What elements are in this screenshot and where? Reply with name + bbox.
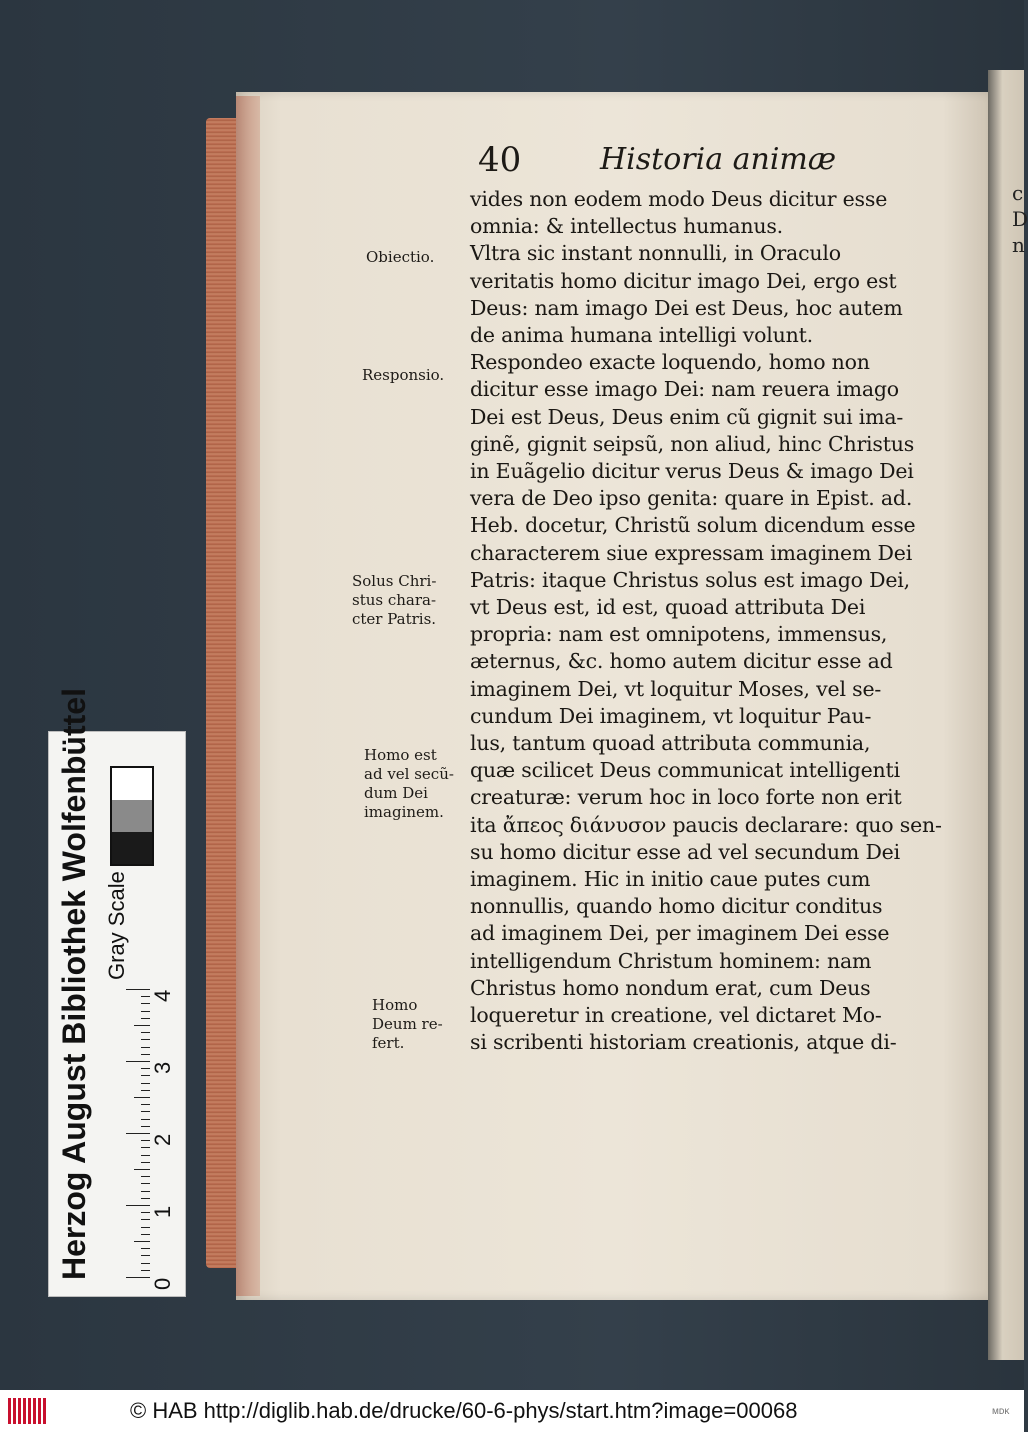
text-line: propria: nam est omnipotens, immensus,: [470, 622, 888, 647]
ruler-tick: [126, 1061, 150, 1062]
ruler-tick: [141, 1083, 150, 1084]
text-line: quæ scilicet Deus communicat intelligenti: [470, 758, 900, 783]
margin-note-responsio: Responsio.: [362, 366, 445, 384]
hab-logo-icon: [8, 1398, 48, 1424]
text-line: Dei est Deus, Deus enim cũ gignit sui ima-: [470, 404, 904, 429]
text-line: dicitur esse imago Dei: nam reuera imago: [470, 377, 899, 402]
ruler-tick: [141, 1011, 150, 1012]
margin-note-line: ad vel secũ-: [364, 765, 454, 783]
margin-note-homo-deum: [372, 996, 443, 1053]
gray-scale-label: Gray Scale: [104, 871, 129, 980]
text-line: vides non eodem modo Deus dicitur esse: [470, 187, 888, 211]
margin-note-line: cter Patris.: [352, 610, 437, 628]
ruler-tick: [141, 1270, 150, 1271]
gray-swatches: [110, 766, 154, 866]
text-line: ginẽ, gignit seipsũ, non aliud, hinc Christus: [470, 431, 915, 456]
ruler-tick: [141, 1032, 150, 1033]
ruler-tick: [141, 1248, 150, 1249]
ruler-tick: [141, 1162, 150, 1163]
footer-mark: ᴍᴅᴋ: [992, 1406, 1010, 1417]
ruler-tick: [141, 1183, 150, 1184]
ruler-tick: [141, 1104, 150, 1105]
ruler-tick: [126, 1277, 150, 1278]
margin-note-line: Solus Chri-: [352, 572, 437, 590]
ruler-tick: [141, 1147, 150, 1148]
page-number: 40: [478, 140, 522, 180]
text-line: æternus, &c. homo autem dicitur esse ad: [470, 649, 893, 674]
ruler-tick: [134, 1025, 150, 1026]
text-line: ita ἄπεος διάνυσον paucis declarare: quo sen-: [470, 812, 942, 837]
ruler-number: 2: [150, 1133, 175, 1146]
text-line: Christus homo nondum erat, cum Deus: [470, 975, 871, 1000]
ruler-tick: [141, 1111, 150, 1112]
ruler-tick: [141, 1140, 150, 1141]
ruler-tick: [141, 1255, 150, 1256]
ruler-tick: [141, 1219, 150, 1220]
text-line: in Euãgelio dicitur verus Deus & imago Dei: [470, 459, 914, 484]
facing-letter: n: [1012, 233, 1025, 257]
margin-note-line: imaginem.: [364, 803, 444, 821]
ruler-tick: [141, 1263, 150, 1264]
gray-swatch: [112, 832, 152, 864]
ruler-tick: [141, 1176, 150, 1177]
ruler-tick: [141, 1003, 150, 1004]
ruler-number: 1: [150, 1205, 175, 1218]
text-line: Heb. docetur, Christũ solum dicendum esse: [470, 513, 916, 538]
ruler-tick: [141, 1039, 150, 1040]
text-line: imaginem. Hic in initio caue putes cum: [470, 867, 871, 892]
margin-note-homo-est: [364, 746, 454, 822]
ruler-number: 0: [150, 1277, 175, 1290]
text-line: ad imaginem Dei, per imaginem Dei esse: [470, 921, 890, 946]
margin-note-line: Homo est: [364, 746, 437, 764]
cm-ruler: [104, 985, 150, 1281]
ruler-tick: [126, 1133, 150, 1134]
text-line: Patris: itaque Christus solus est imago Dei,: [470, 567, 910, 592]
text-line: intelligendum Christum hominem: nam: [470, 948, 872, 973]
ruler-tick: [141, 1126, 150, 1127]
facing-letter: D: [1012, 207, 1028, 231]
ruler-tick: [126, 989, 150, 990]
institution-label: Herzog August Bibliothek Wolfenbüttel: [56, 688, 92, 1280]
ruler-tick: [126, 1205, 150, 1206]
page-gutter-stain: [236, 96, 260, 1296]
text-line: nonnullis, quando homo dicitur conditus: [470, 894, 883, 919]
running-title: Historia animæ: [600, 142, 837, 177]
text-line: su homo dicitur esse ad vel secundum Dei: [470, 839, 900, 864]
ruler-tick: [141, 1018, 150, 1019]
ruler-tick: [141, 1155, 150, 1156]
text-line: Deus: nam imago Dei est Deus, hoc autem: [470, 295, 903, 320]
ruler-tick: [141, 1075, 150, 1076]
ruler-number: 4: [150, 989, 175, 1002]
facing-letter: c: [1012, 181, 1024, 205]
ruler-tick: [141, 1090, 150, 1091]
text-line: Vltra sic instant nonnulli, in Oraculo: [470, 241, 841, 266]
text-line: de anima humana intelligi volunt.: [470, 323, 813, 348]
text-line: creaturæ: verum hoc in loco forte non erit: [470, 785, 902, 810]
margin-note-line: fert.: [372, 1034, 405, 1052]
text-line: vt Deus est, id est, quoad attributa Dei: [470, 595, 866, 620]
margin-note-solus: [352, 572, 436, 629]
ruler-tick: [141, 1047, 150, 1048]
text-line: si scribenti historiam creationis, atque di-: [470, 1030, 897, 1055]
text-line: imaginem Dei, vt loquitur Moses, vel se-: [470, 676, 882, 701]
text-line: characterem siue expressam imaginem Dei: [470, 540, 913, 565]
text-line: vera de Deo ipso genita: quare in Epist. ad.: [470, 486, 913, 511]
facing-page-edge: [988, 70, 1028, 1360]
ruler-tick: [141, 1198, 150, 1199]
gray-swatch: [112, 800, 152, 832]
ruler-tick: [141, 1054, 150, 1055]
margin-note-line: stus chara-: [352, 591, 437, 609]
text-line: omnia: & intellectus humanus.: [470, 214, 783, 239]
ruler-number: 3: [150, 1061, 175, 1074]
text-line: Respondeo exacte loquendo, homo non: [470, 350, 870, 375]
text-line: veritatis homo dicitur imago Dei, ergo est: [470, 268, 897, 293]
footer-source-link[interactable]: © HAB http://diglib.hab.de/drucke/60-6-phys/start.htm?image=00068: [130, 1398, 798, 1423]
text-line: loqueretur in creatione, vel dictaret Mo-: [470, 1003, 882, 1028]
ruler-tick: [141, 1119, 150, 1120]
ruler-tick: [141, 1068, 150, 1069]
ruler-tick: [134, 1169, 150, 1170]
ruler-tick: [141, 1212, 150, 1213]
margin-note-line: Homo: [372, 996, 418, 1014]
margin-note-line: Deum re-: [372, 1015, 443, 1033]
facing-page-letters: [1012, 180, 1028, 258]
text-line: lus, tantum quoad attributa communia,: [470, 731, 871, 756]
body-text: [470, 186, 940, 1057]
ruler-tick: [134, 1097, 150, 1098]
ruler-tick: [134, 1241, 150, 1242]
margin-note-obiectio: Obiectio.: [366, 248, 435, 266]
text-line: cundum Dei imaginem, vt loquitur Pau-: [470, 703, 872, 728]
gray-swatch: [112, 768, 152, 800]
ruler-tick: [141, 996, 150, 997]
margin-note-line: dum Dei: [364, 784, 428, 802]
ruler-tick: [141, 1227, 150, 1228]
ruler-tick: [141, 1234, 150, 1235]
ruler-tick: [141, 1191, 150, 1192]
